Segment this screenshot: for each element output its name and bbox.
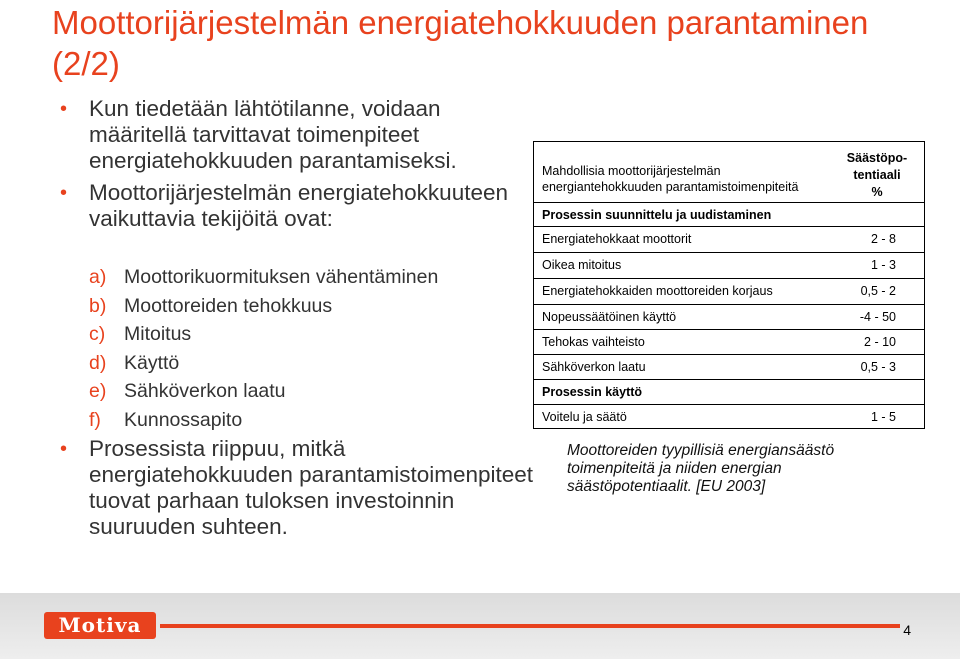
sub-text: Sähköverkon laatu (124, 380, 286, 402)
bullet-text: Prosessista riippuu, mitkä energiatehokkuuden parantamistoimenpiteet tuovat parhaan tuloksen investoinnin suuruuden suhteen. (89, 436, 534, 539)
row-value: -4 - 50 (859, 310, 896, 324)
sub-text: Käyttö (124, 351, 180, 374)
row-value: 2 - 8 (870, 232, 896, 246)
savings-table (533, 141, 925, 429)
sub-letter: e) (89, 380, 107, 402)
bullet-item (60, 436, 549, 540)
table-section-row (534, 379, 924, 405)
sub-list-item (89, 320, 438, 349)
table-row (534, 404, 924, 430)
sub-list-item (89, 263, 438, 292)
row-name: Tehokas vaihteisto (542, 335, 645, 349)
sub-list (89, 263, 438, 434)
table-row (534, 354, 924, 380)
bullet-text: Kun tiedetään lähtötilanne, voidaan määritellä tarvittavat toimenpiteet energiatehokkuuden parantamiseksi. (89, 96, 457, 173)
bullet-item (60, 96, 529, 174)
table-row (534, 252, 924, 278)
row-value: 1 - 5 (870, 410, 896, 424)
sub-list-item (89, 292, 438, 321)
row-value: 0,5 - 3 (860, 360, 896, 374)
page-number: 4 (903, 622, 911, 638)
header-pot-line: Säästöpo- (846, 151, 908, 165)
sub-letter: d) (89, 351, 107, 374)
sub-text: Kunnossapito (124, 408, 243, 431)
slide-title: Moottorijärjestelmän energiatehokkuuden parantaminen (2/2) (52, 4, 869, 82)
sub-text: Mitoitus (124, 323, 192, 345)
header-desc-line: Mahdollisia moottorijärjestelmän (542, 164, 721, 178)
row-value: 0,5 - 2 (860, 284, 896, 298)
table-section-row (534, 202, 924, 228)
header-pot-line: % (871, 185, 883, 199)
row-value: 2 - 10 (864, 335, 896, 349)
sub-list-item (89, 349, 438, 378)
sub-list-item (89, 377, 438, 406)
sub-letter: a) (89, 266, 107, 288)
table-row (534, 304, 924, 330)
motiva-logo: Motiva (44, 612, 156, 639)
bullet-dot-icon: • (60, 98, 68, 120)
footer-accent-line (160, 624, 900, 628)
row-name: Prosessin käyttö (542, 385, 643, 399)
sub-letter: b) (89, 294, 107, 317)
header-potential (842, 150, 912, 201)
sub-list-item (89, 406, 438, 435)
table-header (534, 142, 924, 206)
row-name: Energiatehokkaat moottorit (542, 232, 692, 246)
bullet-dot-icon: • (60, 438, 68, 460)
bullet-item (60, 180, 529, 232)
header-desc-line: energiantehokkuuden parantamistoimenpiteitä (542, 180, 799, 194)
row-value: 1 - 3 (870, 258, 896, 272)
bullet-dot-icon: • (60, 182, 68, 204)
row-name: Prosessin suunnittelu ja uudistaminen (542, 208, 772, 222)
table-row (534, 278, 924, 304)
table-row (534, 329, 924, 355)
sub-text: Moottoreiden tehokkuus (124, 294, 333, 317)
row-name: Voitelu ja säätö (542, 410, 627, 424)
bullet-text: Moottorijärjestelmän energiatehokkuuteen vaikuttavia tekijöitä ovat: (89, 180, 508, 231)
sub-letter: f) (89, 408, 101, 431)
table-row (534, 226, 924, 252)
table-caption: Moottoreiden tyypillisiä energiansäästö toimenpiteitä ja niiden energian säästöpotentiaalit. [EU 2003] (567, 442, 835, 495)
row-name: Nopeussäätöinen käyttö (542, 310, 677, 324)
slide-footer (0, 593, 960, 659)
sub-text: Moottorikuormituksen vähentäminen (124, 266, 439, 288)
header-description (542, 163, 798, 195)
header-pot-line: tentiaali (853, 168, 901, 182)
row-name: Sähköverkon laatu (542, 360, 646, 374)
row-name: Oikea mitoitus (542, 258, 622, 272)
sub-letter: c) (89, 323, 106, 345)
row-name: Energiatehokkaiden moottoreiden korjaus (542, 284, 773, 298)
